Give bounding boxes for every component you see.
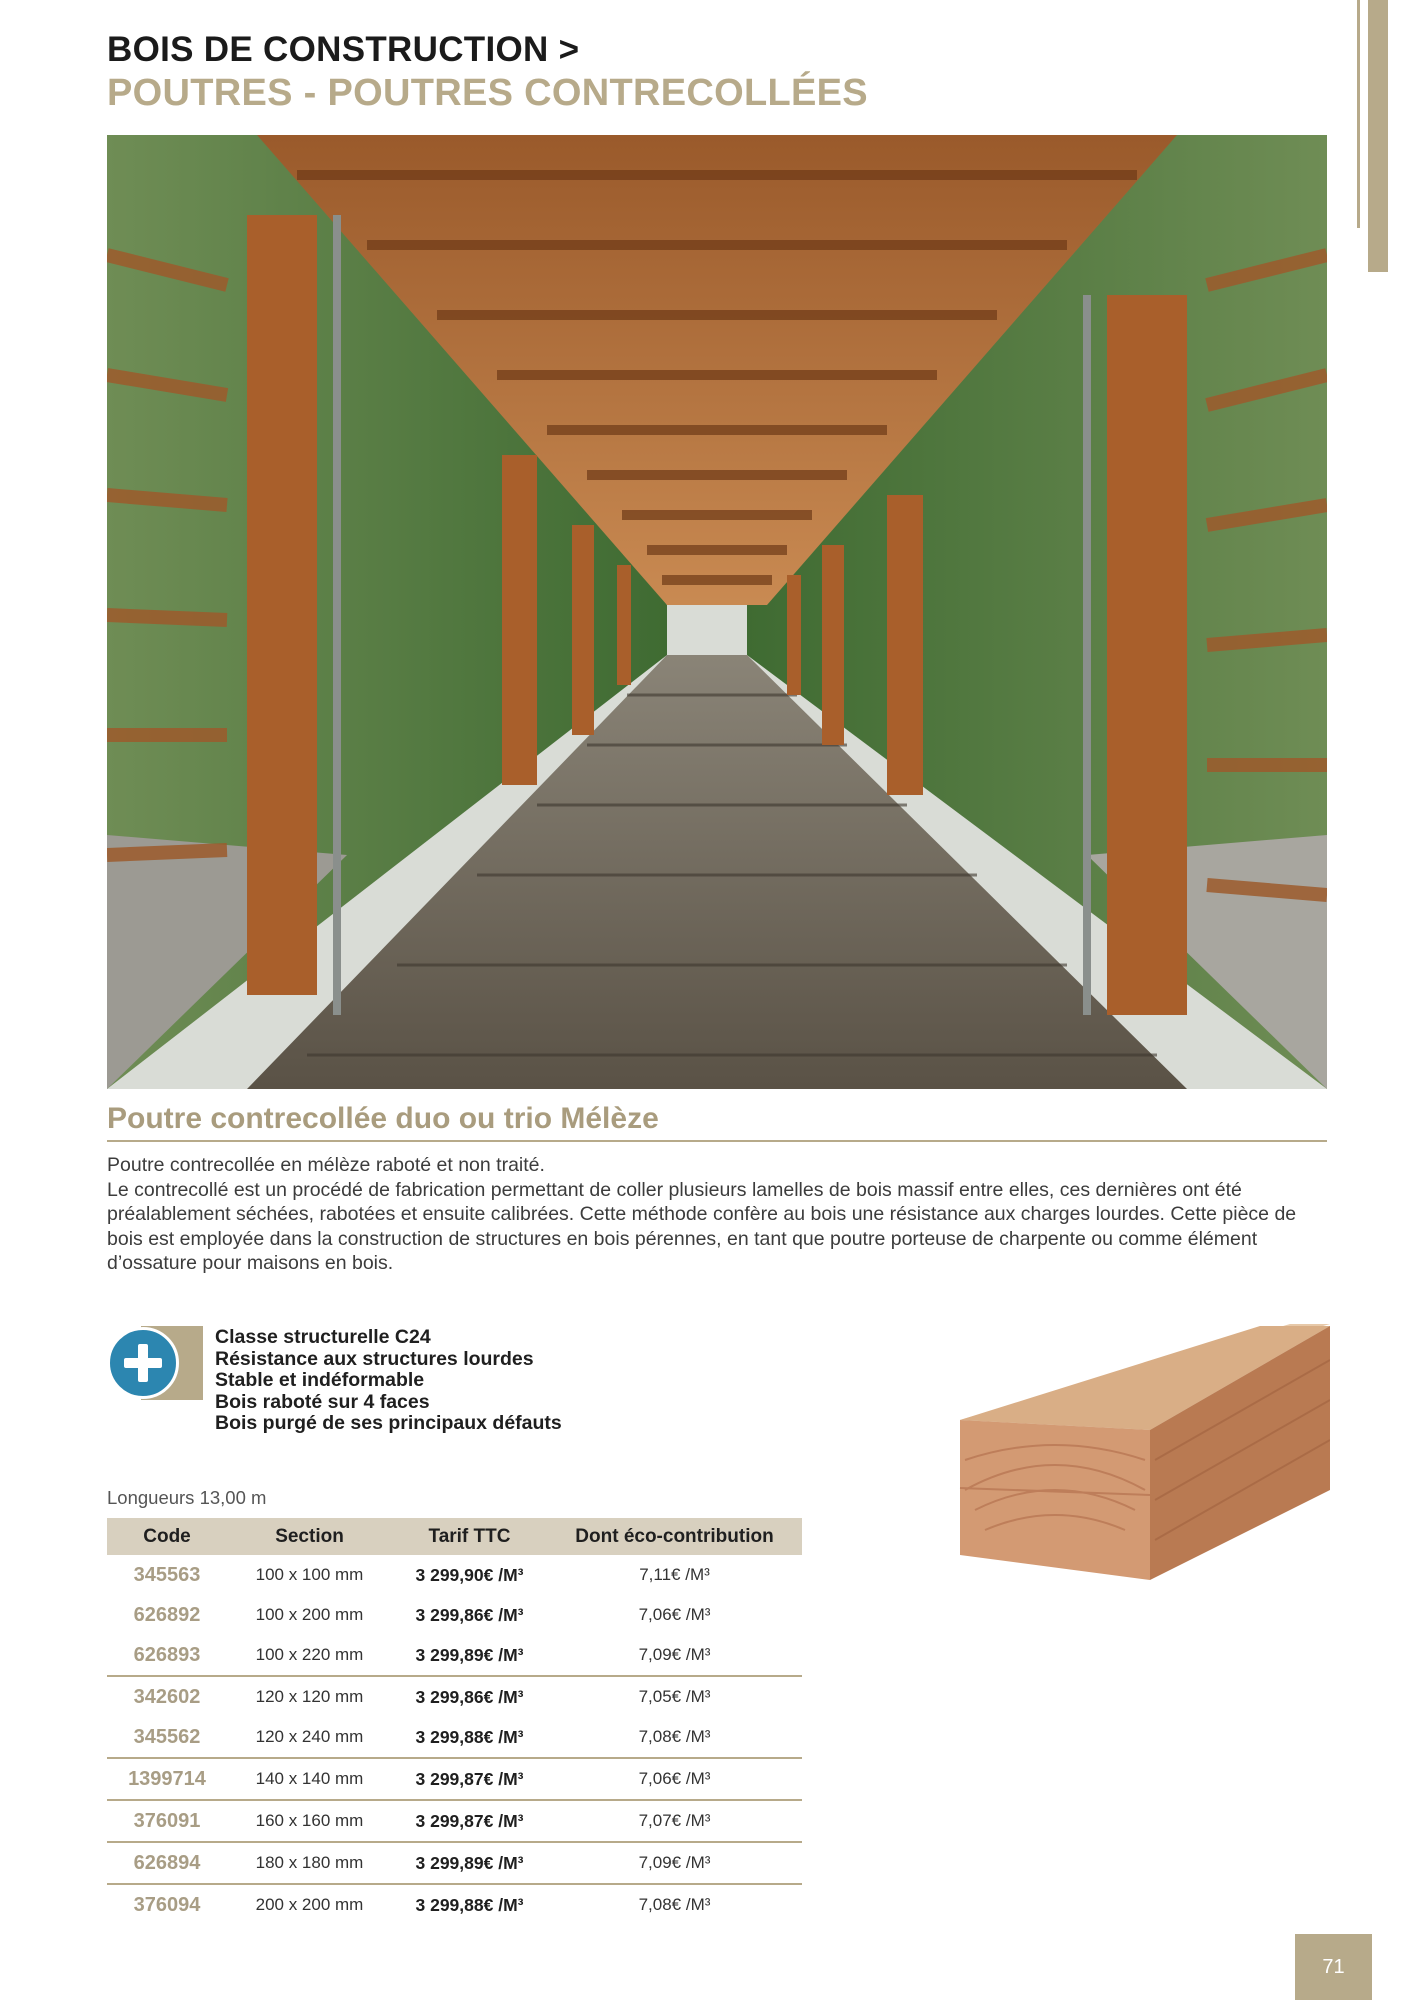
row-price: 3 299,88€ /M³ (392, 1717, 547, 1758)
feature-item: Classe structurelle C24 (215, 1326, 431, 1348)
row-price: 3 299,87€ /M³ (392, 1800, 547, 1842)
table-row (107, 1595, 802, 1635)
row-eco: 7,09€ /M³ (547, 1842, 802, 1884)
plus-icon (107, 1327, 179, 1399)
row-section: 100 x 100 mm (255, 1565, 364, 1584)
row-code: 345563 (133, 1563, 201, 1586)
feature-list (215, 1327, 562, 1435)
bridge-photo (107, 135, 1327, 1089)
table-row (107, 1884, 802, 1925)
row-code: 342602 (133, 1685, 201, 1708)
table-header-row (107, 1518, 802, 1555)
row-code: 376091 (107, 1800, 227, 1842)
column-header-code: Code (107, 1518, 227, 1555)
description-paragraph: Le contrecollé est un procédé de fabrication permettant de coller plusieurs lamelles de bois massif entre elles, ces dernières ont été préalablement séchées, rabotées et ensuite calibrées. Cette méthode confère au bois une résistance aux charges lourdes. Cette pièce de bois est employée dans la construction de structures en bois pérennes, en tant que poutre porteuse de charpente ou comme élément d’ossature pour maisons en bois. (107, 1178, 1297, 1274)
page-title: POUTRES - POUTRES CONTRECOLLÉES (107, 72, 868, 114)
row-code: 626892 (133, 1603, 201, 1626)
row-price: 3 299,89€ /M³ (392, 1635, 547, 1676)
row-eco: 7,08€ /M³ (638, 1895, 711, 1914)
row-code: 345562 (107, 1717, 227, 1758)
row-section: 120 x 120 mm (255, 1687, 364, 1706)
row-eco: 7,07€ /M³ (547, 1800, 802, 1842)
row-section: 200 x 200 mm (255, 1895, 364, 1914)
table-row (107, 1842, 802, 1884)
feature-item: Résistance aux structures lourdes (215, 1347, 534, 1370)
column-header-price: Tarif TTC (392, 1518, 547, 1555)
row-code: 626893 (107, 1635, 227, 1676)
row-price: 3 299,86€ /M³ (415, 1604, 524, 1625)
column-header-eco: Dont éco-contribution (547, 1518, 802, 1555)
row-eco: 7,09€ /M³ (547, 1635, 802, 1676)
row-code: 376094 (133, 1893, 201, 1916)
product-title: Poutre contrecollée duo ou trio Mélèze (107, 1102, 659, 1135)
row-eco: 7,08€ /M³ (547, 1717, 802, 1758)
page-number: 71 (1295, 1934, 1372, 2000)
table-row (107, 1800, 802, 1842)
section-breadcrumb: BOIS DE CONSTRUCTION > (107, 30, 580, 69)
row-price: 3 299,87€ /M³ (392, 1758, 547, 1800)
row-section: 120 x 240 mm (227, 1717, 392, 1758)
price-table (107, 1518, 802, 1925)
row-code: 626894 (107, 1842, 227, 1884)
row-price: 3 299,89€ /M³ (392, 1842, 547, 1884)
row-section: 100 x 220 mm (227, 1635, 392, 1676)
feature-item: Bois purgé de ses principaux défauts (215, 1412, 562, 1434)
row-section: 100 x 200 mm (255, 1605, 364, 1624)
feature-item: Stable et indéformable (215, 1369, 425, 1391)
row-price: 3 299,88€ /M³ (415, 1894, 524, 1915)
table-row (107, 1758, 802, 1800)
description-line: Poutre contrecollée en mélèze raboté et non traité. (107, 1154, 545, 1176)
row-eco: 7,06€ /M³ (638, 1605, 711, 1624)
row-section: 160 x 160 mm (227, 1800, 392, 1842)
table-row (107, 1717, 802, 1758)
decorative-line (1357, 0, 1360, 228)
row-section: 180 x 180 mm (227, 1842, 392, 1884)
table-row (107, 1676, 802, 1717)
row-code: 1399714 (107, 1758, 227, 1800)
row-eco: 7,06€ /M³ (547, 1758, 802, 1800)
product-description (107, 1153, 1337, 1276)
table-row (107, 1555, 802, 1595)
decorative-bar (1368, 0, 1388, 272)
row-price: 3 299,90€ /M³ (415, 1564, 524, 1585)
row-price: 3 299,86€ /M³ (415, 1686, 524, 1707)
row-eco: 7,05€ /M³ (638, 1687, 711, 1706)
feature-item: Bois raboté sur 4 faces (215, 1390, 430, 1413)
row-section: 140 x 140 mm (227, 1758, 392, 1800)
lengths-label: Longueurs 13,00 m (107, 1487, 267, 1508)
row-eco: 7,11€ /M³ (639, 1565, 710, 1584)
title-divider (107, 1140, 1327, 1142)
table-row (107, 1635, 802, 1676)
plus-badge (107, 1326, 203, 1400)
column-header-section: Section (227, 1518, 392, 1555)
beam-photo (910, 1320, 1330, 1620)
